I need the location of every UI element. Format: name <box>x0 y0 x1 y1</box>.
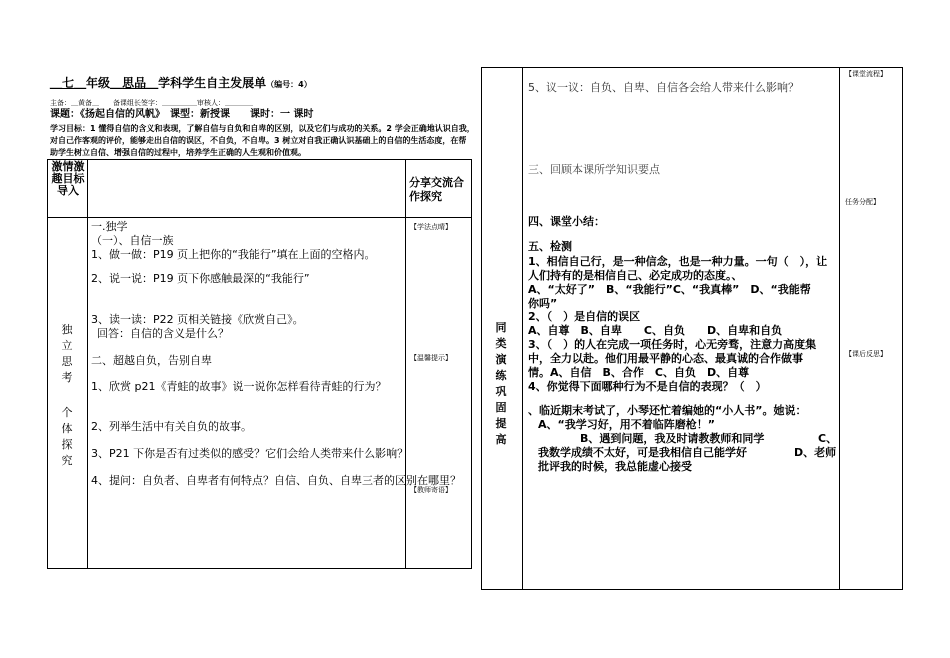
table-header-border <box>47 217 472 218</box>
test-line-10: 4、你觉得下面哪种行为不是自信的表现？（ ） <box>528 380 767 393</box>
right-table-left <box>481 67 482 589</box>
note-reflection: 【课后反思】 <box>845 350 887 358</box>
goals-line-1: 学习目标：1 懂得自信的含义和表现，了解自信与自负和自卑的区别，以及它们与成功的关系。2 学会正确地认识自我， <box>50 124 475 133</box>
test-line-5: 2、（ ）是自信的误区 <box>528 310 641 323</box>
test-line-9: 情。A、自信 B、合作 C、自负 D、自尊 <box>528 366 750 379</box>
test-line-1: 1、相信自己行，是一种信念，也是一种力量。一句（ ），让 <box>528 255 828 268</box>
body-line-5: 3、读一读：P22 页相关链接《欣赏自己》。 <box>91 313 304 326</box>
table-bottom-border <box>47 568 472 569</box>
goals-line-2: 对自己作客观的评价，能够走出自信的误区，不自负，不自卑。3 树立对自我正确认识基础上的自信的生活态度，在帮 <box>50 136 467 145</box>
right-col-divider-2 <box>839 67 840 589</box>
body-line-11: 4、提问：自负者、自卑者有何特点？自信、自负、自卑三者的区别在哪里？ <box>91 474 461 487</box>
body-line-8: 1、欣赏 p21《青蛙的故事》说一说你怎样看待青蛙的行为？ <box>91 380 387 393</box>
table-col-divider-2 <box>405 159 406 568</box>
body-line-4: 2、说一说：P19 页下你感触最深的“我能行” <box>91 272 310 285</box>
lesson-line: 课题：《扬起自信的风帆》 课型：新授课 课时：一 课时 <box>50 109 314 120</box>
title-grade-blank: ＿七＿ <box>50 76 87 90</box>
goals-line-3: 助学生树立自信、增强自信的过程中，培养学生正确的人生观和价值观。 <box>50 148 306 157</box>
test-line-4: 你吗” <box>528 297 558 310</box>
body-line-1: 一.独学 <box>91 220 128 233</box>
story-line-4: 我数学成绩不太好，可是我相信自己能学好 <box>538 446 747 459</box>
title-main: 学科学生自主发展单 <box>158 76 267 90</box>
test-line-6: A、自尊 B、自卑 C、自负 D、自卑和自负 <box>528 324 783 337</box>
right-table-bottom <box>481 589 903 590</box>
test-line-8: 中，全力以赴。他们用最平静的心态、最真诚的合作做事 <box>528 352 803 365</box>
test-line-3: A、“太好了” B、“我能行”C、“我真棒” D、“我能帮 <box>528 283 811 296</box>
review-heading: 三、回顾本课所学知识要点 <box>528 163 660 176</box>
test-line-2: 人们持有的是相信自己、必定成功的态度。、 <box>528 269 743 282</box>
title-number: （编号：4） <box>266 80 312 89</box>
body-line-10: 3、P21 下你是否有过类似的感受？它们会给人类带来什么影响？ <box>91 447 409 460</box>
note-flow: 【课堂流程】 <box>845 70 887 78</box>
signature-line: 主备：＿黄备＿ 备课组长签字：＿＿＿＿＿审核人：＿＿＿＿ <box>50 99 253 107</box>
side-label-explore: 个体探究 <box>61 406 73 467</box>
note-teacher: 【教师寄语】 <box>410 486 452 494</box>
story-line-4b: D、老师 <box>794 446 837 459</box>
body-line-9: 2、列举生活中有关自负的故事。 <box>91 420 252 433</box>
table-right-border <box>471 159 472 568</box>
test-line-7: 3、（ ）的人在完成一项任务时，心无旁骛，注意力高度集 <box>528 338 817 351</box>
right-table-right <box>902 67 903 589</box>
note-task: 任务分配】 <box>845 198 880 206</box>
side-label-think: 独立思考 <box>61 323 73 384</box>
story-line-3: B、遇到问题，我及时请教教师和同学 <box>580 432 765 445</box>
header-intro: 激情激趣目标导入 <box>51 160 85 197</box>
table-top-border <box>47 159 472 160</box>
right-col-divider-1 <box>522 67 523 589</box>
title-subject: ＿思品＿ <box>110 76 159 90</box>
table-col-divider-1 <box>87 159 88 568</box>
story-line-3b: C、 <box>818 432 838 445</box>
side-label-practice: 同类演练巩固提高 <box>495 321 507 446</box>
table-left-border <box>47 159 48 568</box>
header-share: 分享交流合作探究 <box>409 176 464 203</box>
question-5: 5、议一议：自负、自卑、自信各会给人带来什么影响？ <box>528 81 799 94</box>
body-line-2: （一）、自信一族 <box>91 234 174 247</box>
note-tip: 【温馨提示】 <box>410 354 452 362</box>
note-method: 【学法点晴】 <box>410 223 452 231</box>
body-line-3: 1、做一做：P19 页上把你的“我能行”填在上面的空格内。 <box>91 248 376 261</box>
story-line-2: A、“我学习好，用不着临阵磨枪！” <box>538 418 715 431</box>
story-line-1: 、临近期末考试了，小琴还忙着编她的“小人书”。她说： <box>528 404 807 417</box>
summary-heading: 四、课堂小结： <box>528 215 605 228</box>
body-line-7: 二、超越自负，告别自卑 <box>91 354 212 367</box>
title-grade: 年级 <box>86 76 111 90</box>
worksheet-title <box>50 76 312 92</box>
test-heading: 五、检测 <box>528 240 572 253</box>
story-line-5: 批评我的时候，我总能虚心接受 <box>538 460 692 473</box>
body-line-6: 回答：自信的含义是什么？ <box>97 327 229 340</box>
